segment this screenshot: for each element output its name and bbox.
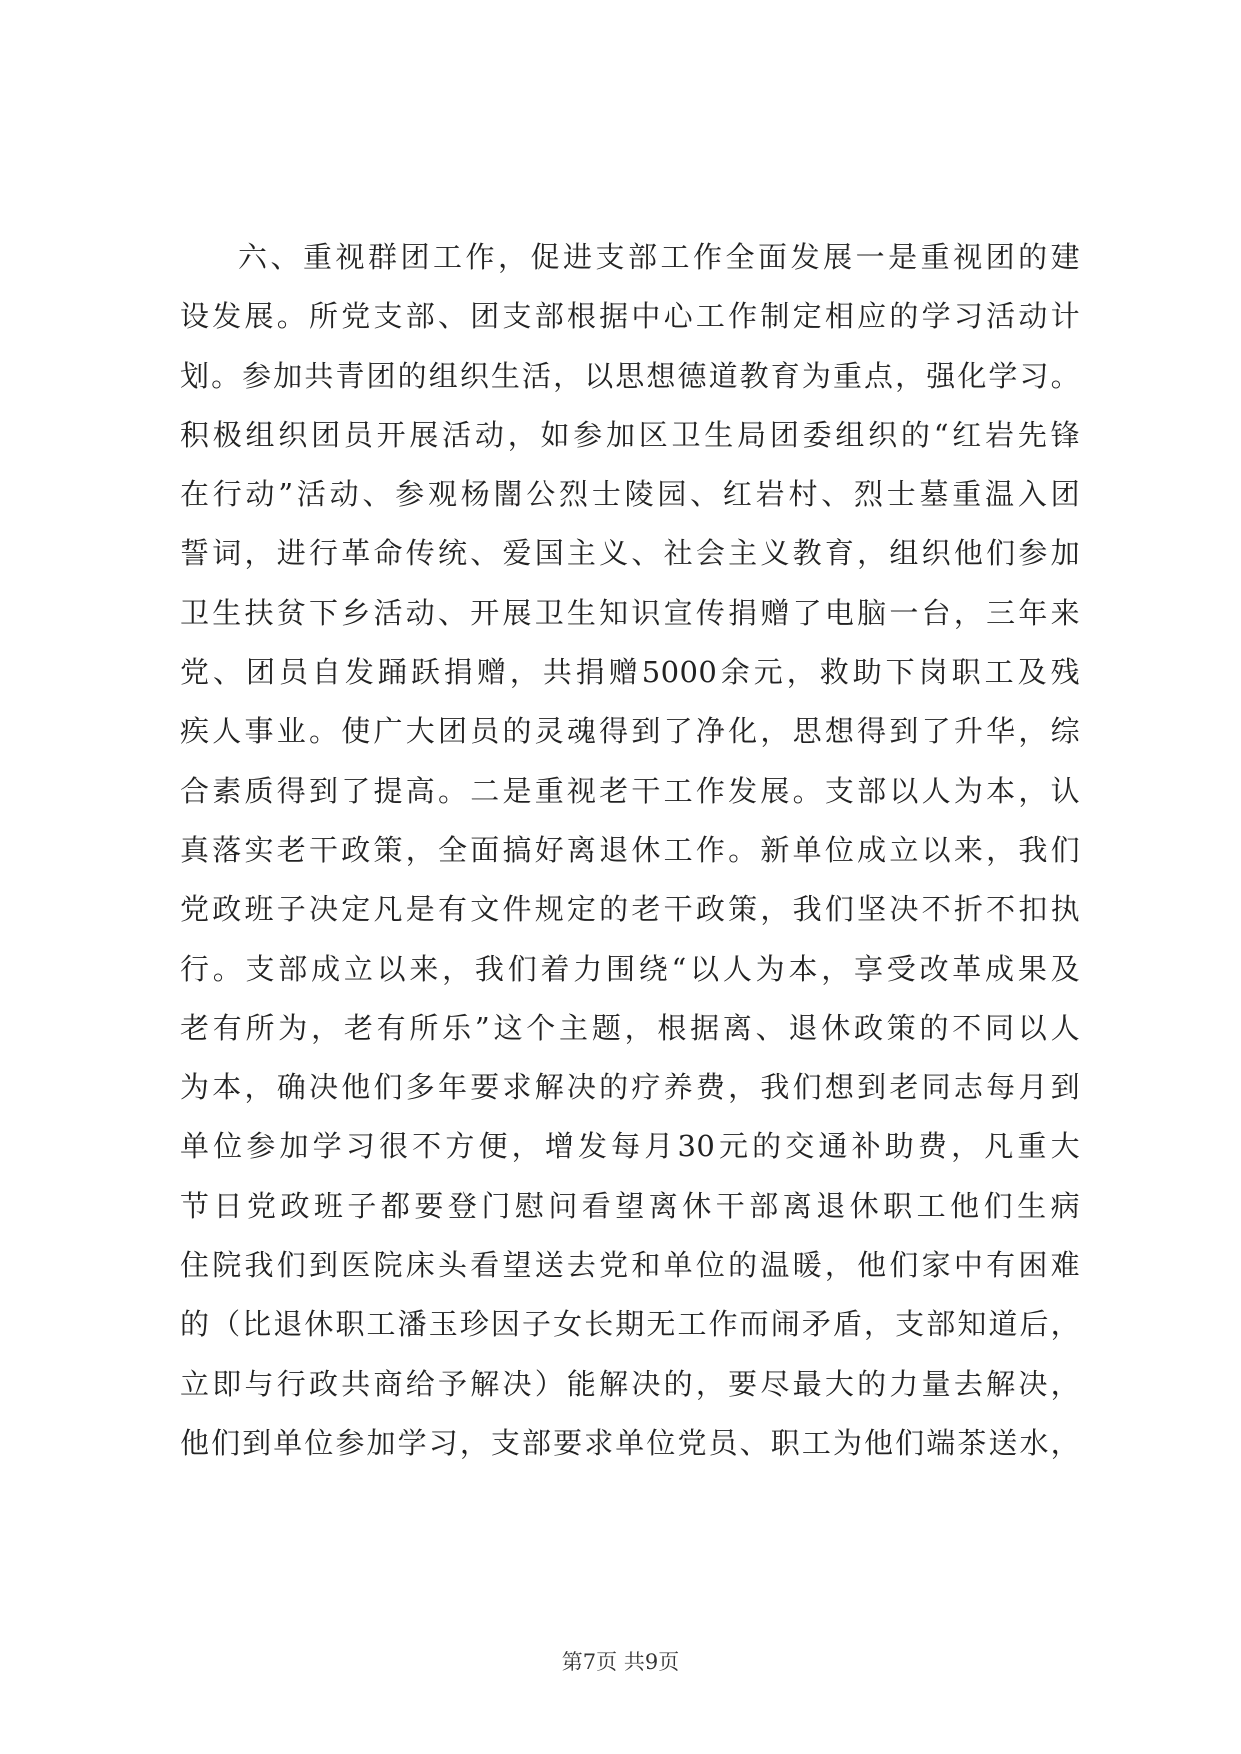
- text-line: 在行动”活动、参观杨闇公烈士陵园、红岩村、烈士墓重温入团: [180, 477, 1080, 512]
- text-line: 真落实老干政策，全面搞好离退休工作。新单位成立以来，我们: [180, 832, 1080, 867]
- text-line: 的（比退休职工潘玉珍因子女长期无工作而闹矛盾，支部知道后，: [180, 1307, 1080, 1342]
- text-line: 卫生扶贫下乡活动、开展卫生知识宣传捐赠了电脑一台，三年来: [180, 595, 1080, 630]
- text-line: 六、重视群团工作，促进支部工作全面发展一是重视团的建: [238, 240, 1080, 274]
- text-line: 划。参加共青团的组织生活，以思想德道教育为重点，强化学习。: [180, 358, 1080, 393]
- text-line: 党、团员自发踊跃捐赠，共捐赠5000余元，救助下岗职工及残: [180, 655, 1080, 690]
- text-line: 为本，确决他们多年要求解决的疗养费，我们想到老同志每月到: [180, 1070, 1080, 1105]
- text-line: 疾人事业。使广大团员的灵魂得到了净化，思想得到了升华，综: [180, 714, 1080, 749]
- text-line: 党政班子决定凡是有文件规定的老干政策，我们坚决不折不扣执: [180, 892, 1080, 927]
- text-line: 积极组织团员开展活动，如参加区卫生局团委组织的“红岩先锋: [180, 417, 1080, 452]
- text-line: 他们到单位参加学习，支部要求单位党员、职工为他们端茶送水，: [180, 1425, 1080, 1460]
- page-footer: 第7页 共9页: [561, 1650, 680, 1674]
- text-line: 老有所为，老有所乐”这个主题，根据离、退休政策的不同以人: [180, 1010, 1080, 1045]
- body-paragraph: [180, 228, 1080, 1473]
- text-line: 行。支部成立以来，我们着力围绕“以人为本，享受改革成果及: [180, 951, 1080, 986]
- text-line: 合素质得到了提高。二是重视老干工作发展。支部以人为本，认: [180, 773, 1080, 808]
- text-line: 设发展。所党支部、团支部根据中心工作制定相应的学习活动计: [180, 299, 1080, 334]
- text-line: 节日党政班子都要登门慰问看望离休干部离退休职工他们生病: [180, 1188, 1080, 1223]
- text-line: 立即与行政共商给予解决）能解决的，要尽最大的力量去解决，: [180, 1366, 1080, 1401]
- text-line: 单位参加学习很不方便，增发每月30元的交通补助费，凡重大: [180, 1129, 1080, 1164]
- text-line: 住院我们到医院床头看望送去党和单位的温暖，他们家中有困难: [180, 1248, 1080, 1283]
- text-line: 誓词，进行革命传统、爱国主义、社会主义教育，组织他们参加: [180, 536, 1080, 571]
